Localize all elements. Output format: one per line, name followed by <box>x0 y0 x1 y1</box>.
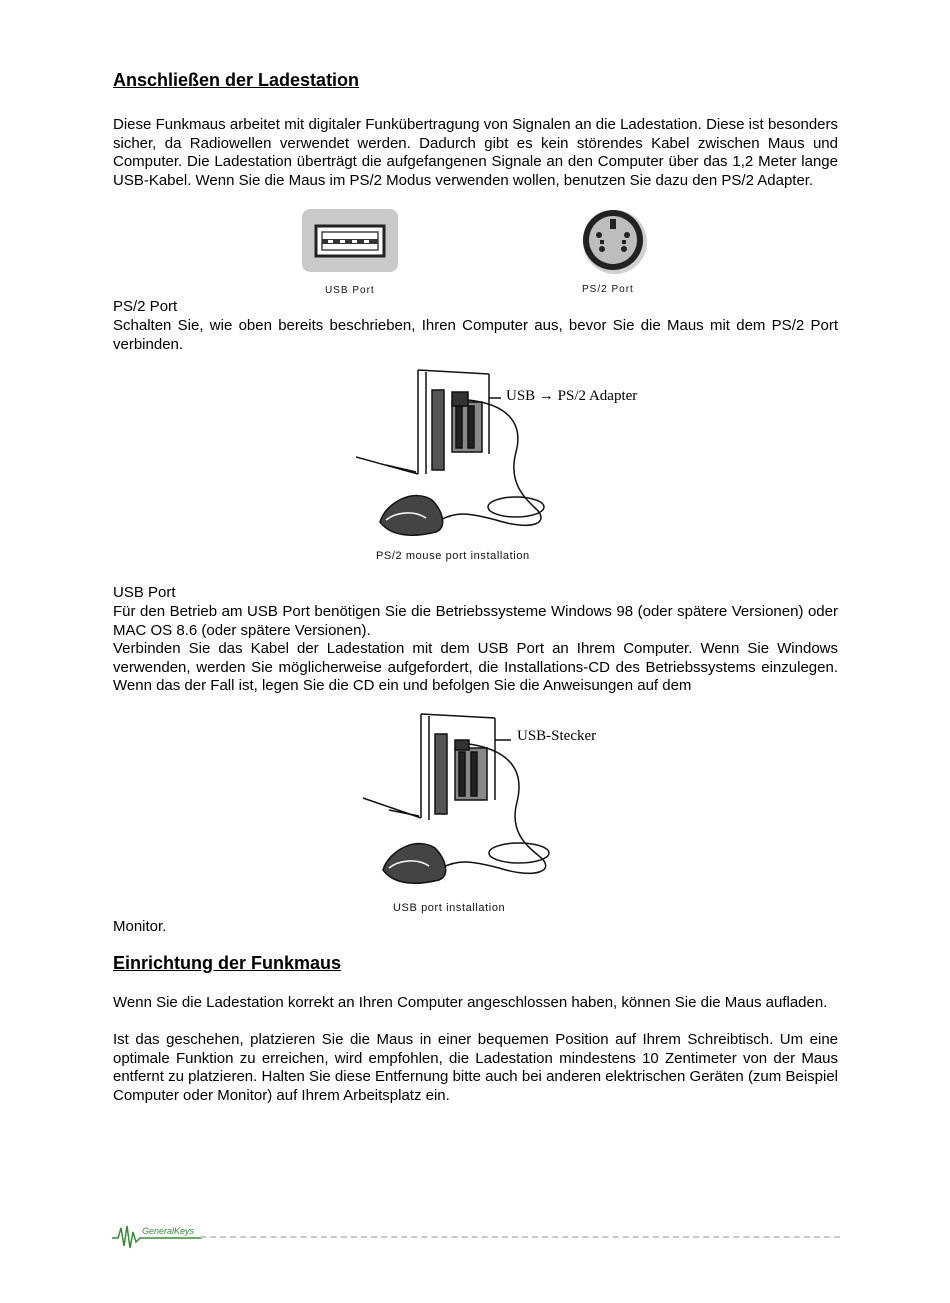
intro-paragraph: Diese Funkmaus arbeitet mit digitaler Funkübertragung von Signalen an die Ladestation. Diese ist besonders sicher, da Radiowellen verwendet werden. Dadurch gibt es kein störendes Kabel zwischen Maus und Computer. Die Ladestation überträgt die aufgefangenen Signale an den Computer über das 1,2 Meter lange USB-Kabel. Wenn Sie die Maus im PS/2 Modus verwenden wollen, benutzen Sie dazu den PS/2 Adapter. <box>113 116 838 189</box>
ps2-port-caption: PS/2 Port <box>582 284 634 295</box>
usb-installation-illustration <box>343 710 659 918</box>
section-heading-ladestation: Anschließen der Ladestation <box>113 70 360 90</box>
ps2-installation-illustration <box>356 362 648 567</box>
usb-connector-label: USB-Stecker <box>517 728 597 744</box>
setup-paragraph-1: Wenn Sie die Ladestation korrekt an Ihren Computer angeschlossen haben, können Sie die Maus aufladen. <box>113 994 828 1011</box>
footer-logo <box>112 1222 202 1252</box>
usb-port-caption: USB Port <box>325 285 375 296</box>
usb-requirements-paragraph: Für den Betrieb am USB Port benötigen Sie die Betriebssysteme Windows 98 (oder spätere Versionen) oder MAC OS 8.6 (oder spätere Versionen). <box>113 603 838 639</box>
ps2-paragraph: Schalten Sie, wie oben bereits beschrieben, Ihren Computer aus, bevor Sie die Maus mit dem PS/2 Port verbinden. <box>113 317 838 353</box>
usb-subtitle: USB Port <box>113 584 176 601</box>
usb-instructions-paragraph: Verbinden Sie das Kabel der Ladestation mit dem USB Port an Ihrem Computer. Wenn Sie Windows verwenden, werden Sie möglicherweise aufgefordert, die Installations-CD des Betriebssystems einzulegen. Wenn das der Fall ist, legen Sie die CD ein und befolgen Sie die Anweisungen auf dem <box>113 640 838 695</box>
setup-paragraph-2: Ist das geschehen, platzieren Sie die Maus in einer bequemen Position auf Ihrem Schreibtisch. Um eine optimale Funktion zu erreichen, wird empfohlen, die Ladestation mindestens 10 Zentimeter von der Maus entfernt zu platzieren. Halten Sie diese Entfernung bitte auch bei anderen elektrischen Geräten (zum Beispiel Computer oder Monitor) auf Ihrem Arbeitsplatz ein. <box>113 1031 838 1104</box>
ps2-port-image <box>580 207 650 275</box>
section-heading-einrichtung: Einrichtung der Funkmaus <box>113 953 342 973</box>
footer-divider <box>200 1236 840 1238</box>
ps2-adapter-label: USB → PS/2 Adapter <box>506 388 638 404</box>
ps2-subtitle: PS/2 Port <box>113 298 178 315</box>
footer-logo-text: GeneralKeys <box>142 1226 195 1236</box>
usb-monitor-line: Monitor. <box>113 918 167 935</box>
ps2-installation-caption: PS/2 mouse port installation <box>376 550 530 562</box>
usb-port-image <box>302 209 398 272</box>
usb-installation-caption: USB port installation <box>393 902 506 914</box>
